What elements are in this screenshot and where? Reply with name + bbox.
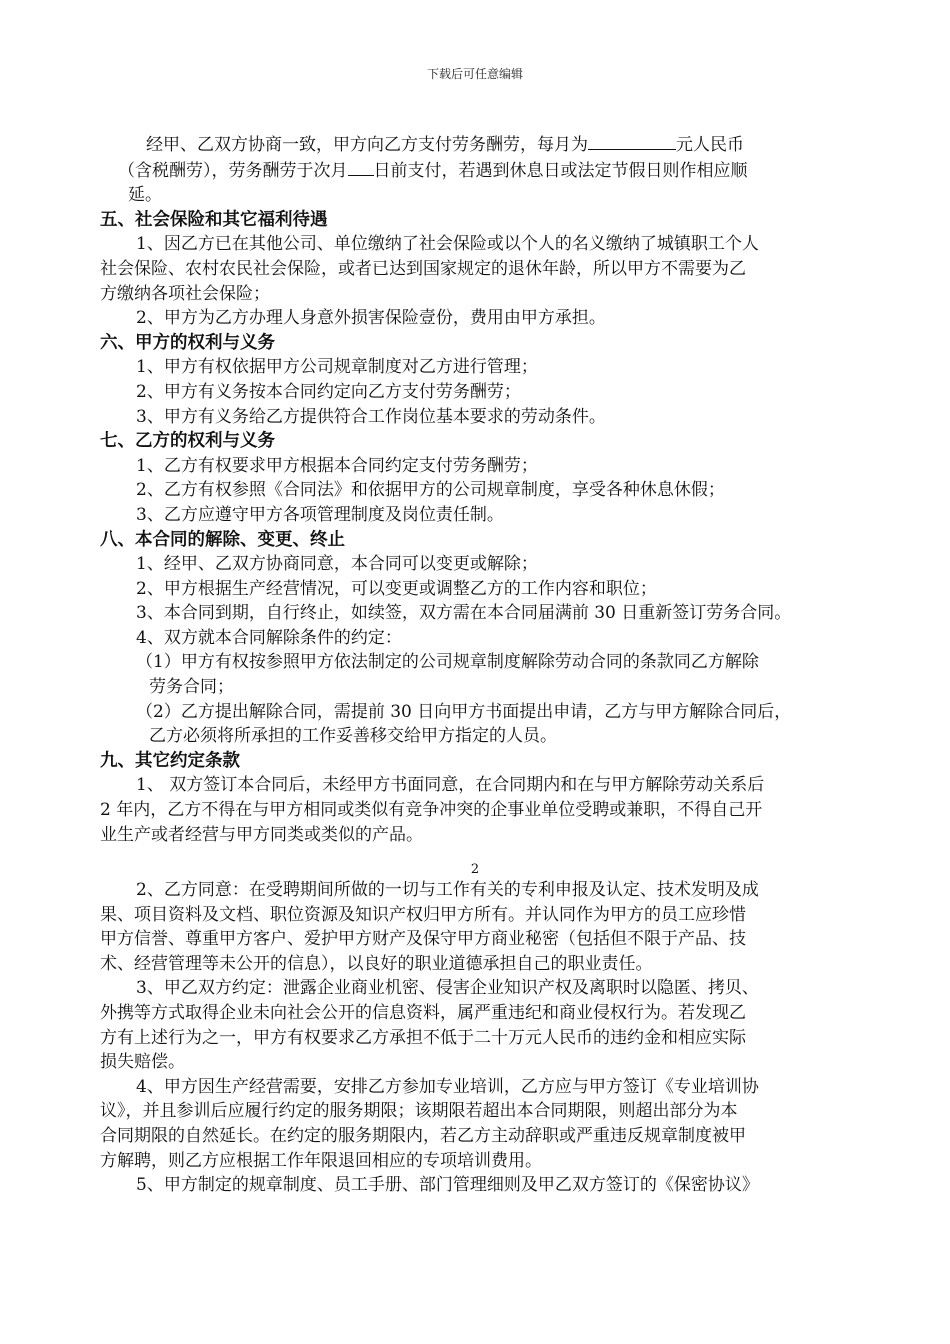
salary-line-2: （含税酬劳），劳务酬劳于次月 日前支付，若遇到休息日或法定节假日则作相应顺 xyxy=(100,158,860,184)
paragraph-line: 2 年内，乙方不得在与甲方相同或类似有竞争冲突的企事业单位受聘或兼职，不得自己开 xyxy=(100,800,763,821)
paragraph-line: 合同期限的自然延长。在约定的服务期限内，若乙方主动辞职或严重违反规章制度被甲 xyxy=(100,1125,746,1146)
paragraph-line: 1、 双方签订本合同后，未经甲方书面同意，在合同期内和在与甲方解除劳动关系后 xyxy=(136,775,765,796)
list-item: 3、乙方应遵守甲方各项管理制度及岗位责任制。 xyxy=(136,504,504,525)
sub-item-line: （1）甲方有权按参照甲方依法制定的公司规章制度解除劳动合同的条款同乙方解除 xyxy=(136,652,759,673)
list-item: 2、甲方有义务按本合同约定向乙方支付劳务酬劳； xyxy=(136,381,521,402)
list-item: 1、甲方有权依据甲方公司规章制度对乙方进行管理； xyxy=(136,357,538,378)
paragraph-line: 甲方信誉、尊重甲方客户、爱护甲方财产及保守甲方商业秘密（包括但不限于产品、技 xyxy=(100,929,746,950)
section-heading-9: 九、其它约定条款 xyxy=(100,750,240,771)
paragraph-line: 方缴纳各项社会保险； xyxy=(100,283,270,304)
list-item: 1、乙方有权要求甲方根据本合同约定支付劳务酬劳； xyxy=(136,455,538,476)
page-header: 下载后可任意编辑 xyxy=(426,67,523,81)
paragraph-line: 术、经营管理等未公开的信息），以良好的职业道德承担自己的职业责任。 xyxy=(100,953,653,974)
paragraph-line: 5、甲方制定的规章制度、员工手册、部门管理细则及甲乙双方签订的《保密协议》 xyxy=(136,1175,759,1196)
paragraph-line: 损失赔偿。 xyxy=(100,1052,185,1073)
section-heading-8: 八、本合同的解除、变更、终止 xyxy=(100,529,345,550)
paragraph-line: 外携等方式取得企业未向社会公开的信息资料，属严重违纪和商业侵权行为。若发现乙 xyxy=(100,1002,746,1023)
salary-amount-blank xyxy=(588,132,676,150)
salary-line-3: 延。 xyxy=(128,185,162,206)
paragraph-line: 方有上述行为之一，甲方有权要求乙方承担不低于二十万元人民币的违约金和相应实际 xyxy=(100,1027,746,1048)
paragraph-line: 3、甲乙双方约定：泄露企业商业机密、侵害企业知识产权及离职时以隐匿、拷贝、 xyxy=(136,978,759,999)
list-item: 1、经甲、乙双方协商同意，本合同可以变更或解除； xyxy=(136,554,538,575)
list-item: 2、乙方有权参照《合同法》和依据甲方的公司规章制度，享受各种休息休假； xyxy=(136,480,725,501)
list-item: 3、甲方有义务给乙方提供符合工作岗位基本要求的劳动条件。 xyxy=(136,406,606,427)
contract-body-bottom xyxy=(100,878,860,1198)
sub-item-line: 乙方必须将所承担的工作妥善移交给甲方指定的人员。 xyxy=(149,726,557,747)
list-item: 4、双方就本合同解除条件的约定： xyxy=(136,627,402,648)
salary-line-1: 经甲、乙双方协商一致，甲方向乙方支付劳务酬劳，每月为 元人民币 xyxy=(100,132,860,158)
paragraph-line: 2、甲方为乙方办理人身意外损害保险壹份，费用由甲方承担。 xyxy=(136,308,606,329)
paragraph-line: 方解聘，则乙方应根据工作年限退回相应的专项培训费用。 xyxy=(100,1150,542,1171)
section-heading-5: 五、社会保险和其它福利待遇 xyxy=(100,209,328,230)
list-item: 2、甲方根据生产经营情况，可以变更或调整乙方的工作内容和职位； xyxy=(136,578,657,599)
paragraph-line: 2、乙方同意：在受聘期间所做的一切与工作有关的专利申报及认定、技术发明及成 xyxy=(136,880,759,900)
page-number: 2 xyxy=(470,862,480,877)
contract-body-top xyxy=(100,132,860,847)
list-item: 3、本合同到期，自行终止，如续签，双方需在本合同届满前 30 日重新签订劳务合同。 xyxy=(136,603,792,624)
section-heading-7: 七、乙方的权利与义务 xyxy=(100,431,275,452)
sub-item-line: 劳务合同； xyxy=(149,677,234,698)
paragraph-line: 4、甲方因生产经营需要，安排乙方参加专业培训，乙方应与甲方签订《专业培训协 xyxy=(136,1076,759,1097)
paragraph-line: 1、因乙方已在其他公司、单位缴纳了社会保险或以个人的名义缴纳了城镇职工个人 xyxy=(136,234,759,255)
paragraph-line: 业生产或者经营与甲方同类或类似的产品。 xyxy=(100,824,423,845)
paragraph-line: 议》，并且参训后应履行约定的服务期限；该期限若超出本合同期限，则超出部分为本 xyxy=(100,1101,738,1122)
sub-item-line: （2）乙方提出解除合同，需提前 30 日向甲方书面提出申请，乙方与甲方解除合同后， xyxy=(136,701,792,722)
paragraph-line: 社会保险、农村农民社会保险，或者已达到国家规定的退休年龄，所以甲方不需要为乙 xyxy=(100,258,746,279)
section-heading-6: 六、甲方的权利与义务 xyxy=(100,332,275,353)
payday-blank xyxy=(348,158,374,176)
paragraph-line: 果、项目资料及文档、职位资源及知识产权归甲方所有。并认同作为甲方的员工应珍惜 xyxy=(100,904,746,925)
